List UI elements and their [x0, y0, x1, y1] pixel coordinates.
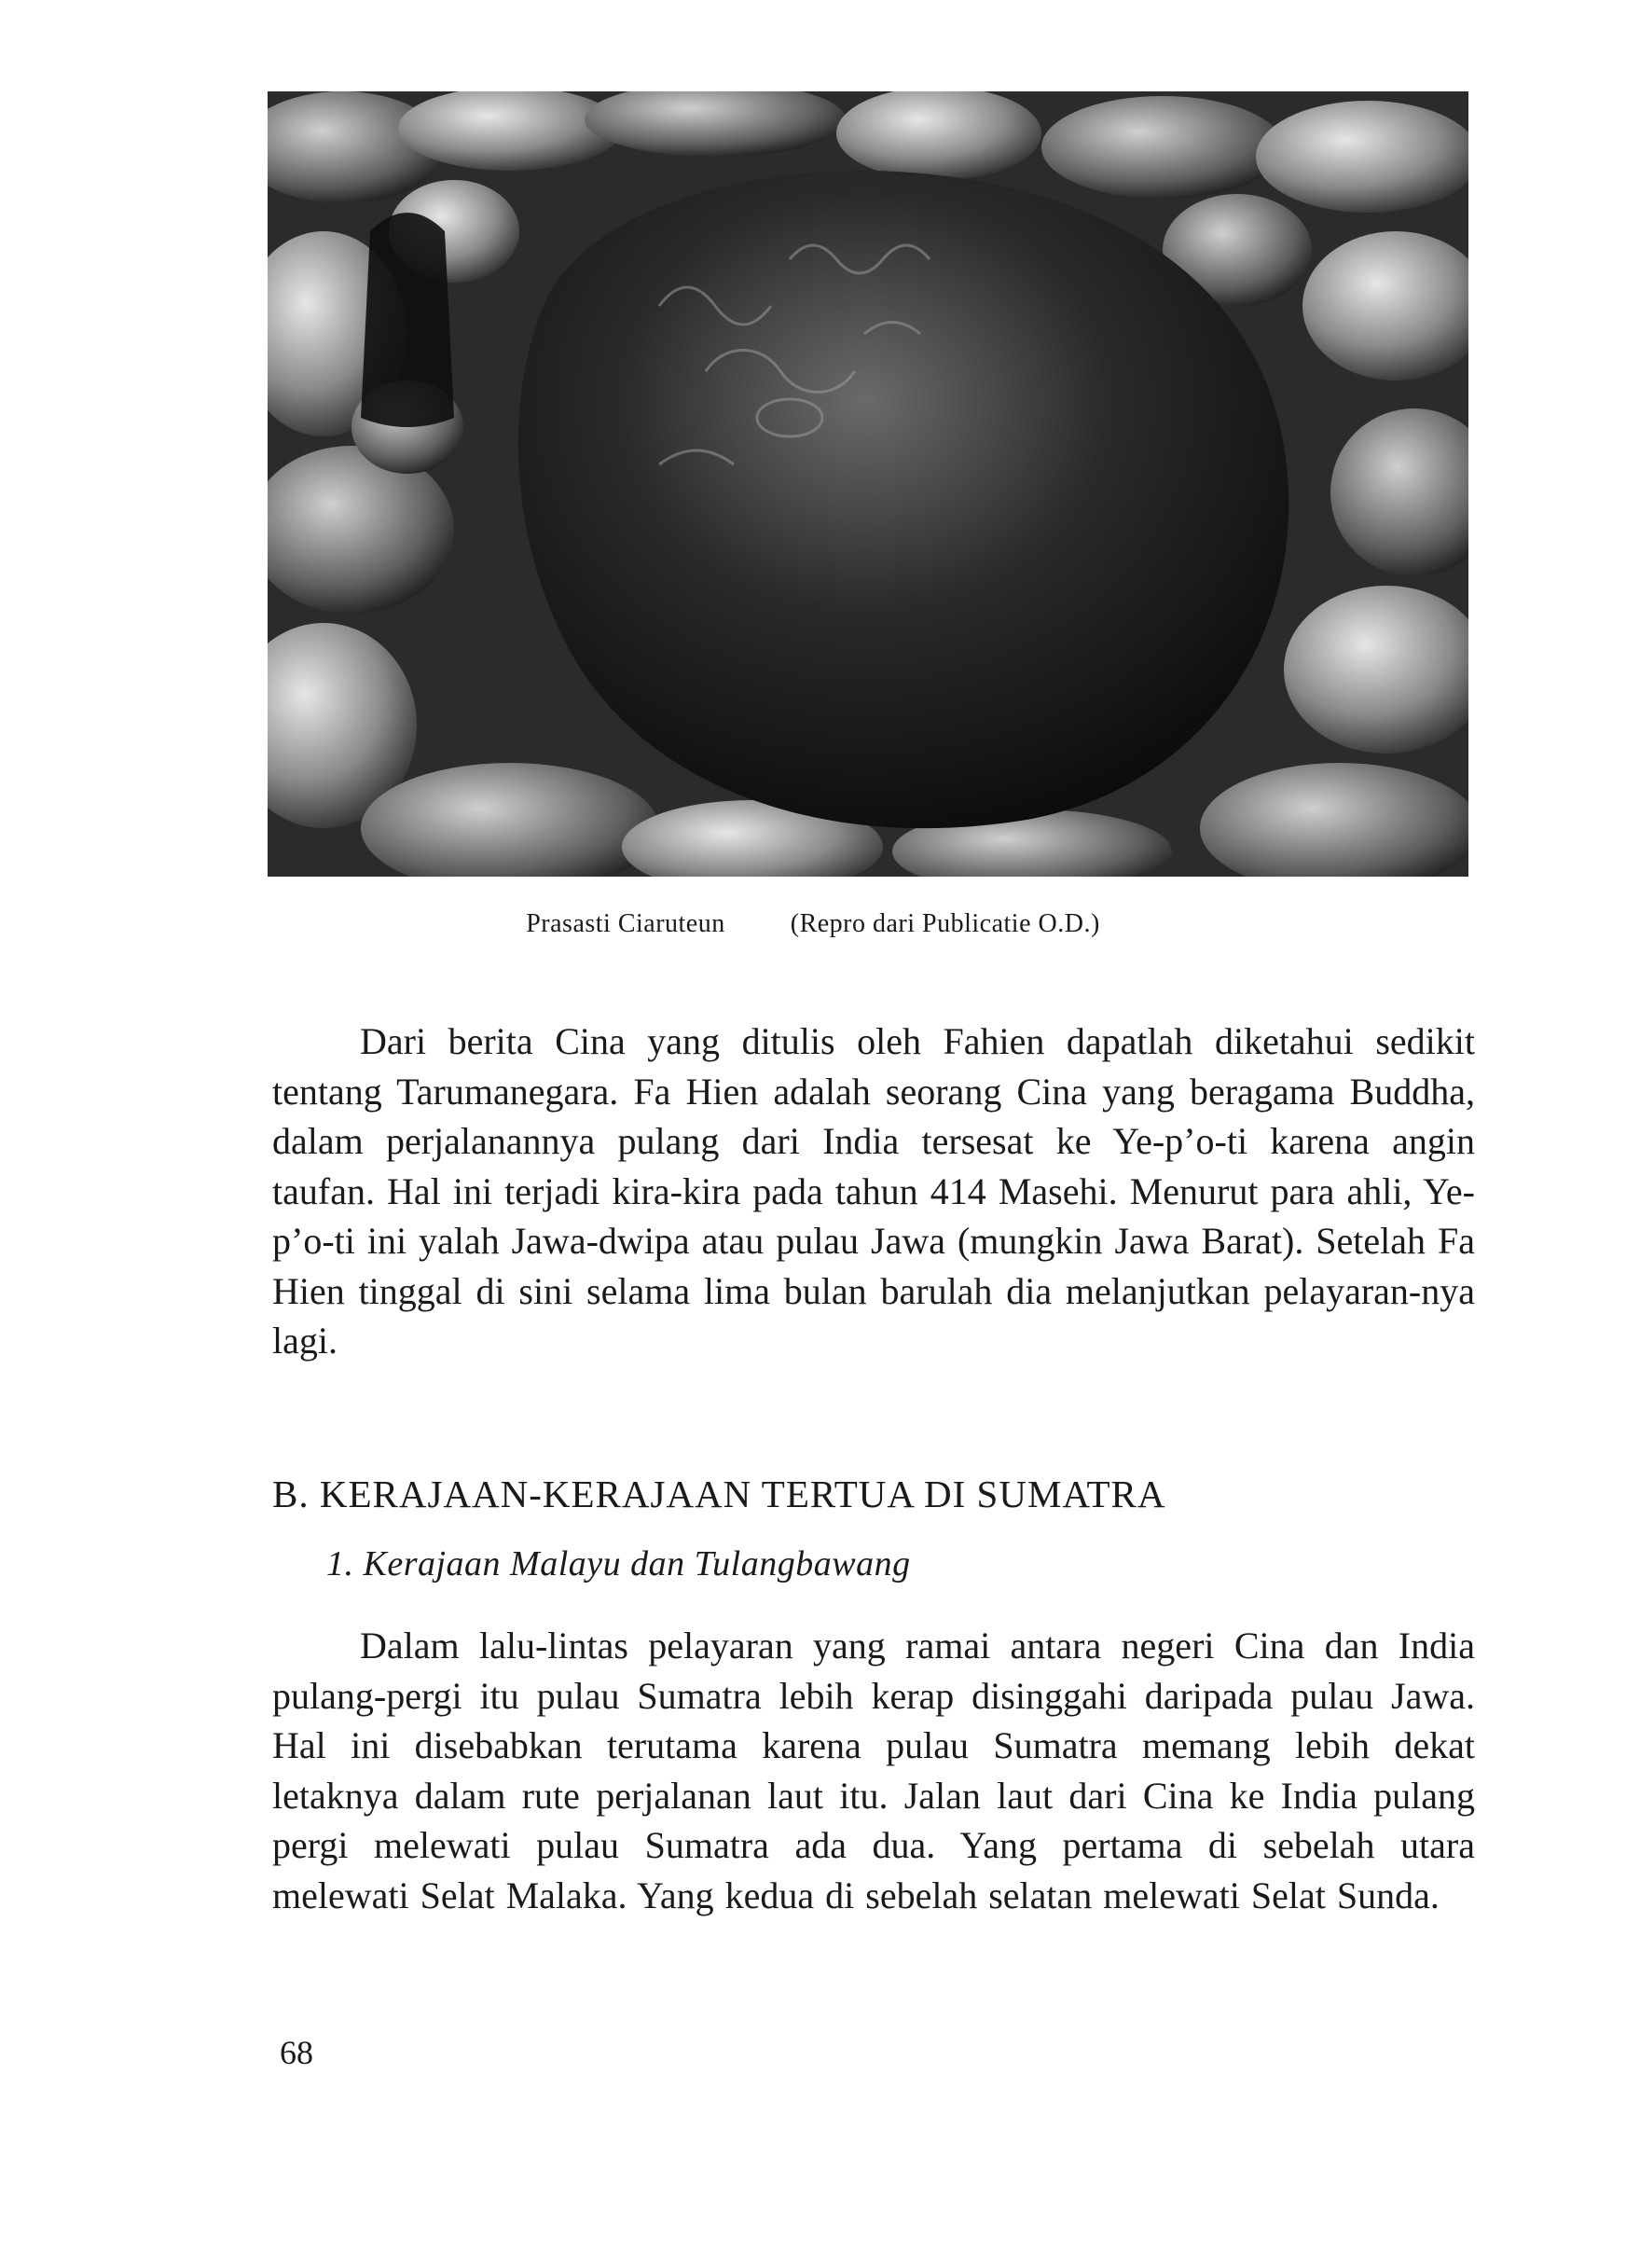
paragraph-tarumanegara: Dari berita Cina yang ditulis oleh Fahien dapatlah diketahui sedikit tentang Tarumanegara. Fa Hien adalah seorang Cina yang beragama Buddha, dalam perjalanannya pulang dari India tersesat ke Ye-p’o-ti karena angin taufan. Hal ini terjadi kira-kira pada tahun 414 Masehi. Menurut para ahli, Ye-p’o-ti ini yalah Jawa-dwipa atau pulau Jawa (mungkin Jawa Barat). Setelah Fa Hien tinggal di sini selama lima bulan barulah dia melanjutkan pelayaran-nya lagi. [272, 1020, 1475, 1362]
section-subheading: 1. Kerajaan Malayu dan Tulangbawang [326, 1544, 911, 1583]
page-number: 68 [280, 2034, 313, 2071]
photo-caption [0, 909, 1626, 939]
caption-title: Prasasti Ciaruteun [526, 909, 725, 938]
section-heading: B. KERAJAAN-KERAJAAN TERTUA DI SUMATRA [272, 1473, 1166, 1515]
paragraph-sumatra: Dalam lalu-lintas pelayaran yang ramai antara negeri Cina dan India pulang-pergi itu pulau Sumatra lebih kerap disinggahi daripada pulau Jawa. Hal ini disebabkan terutama karena pulau Sumatra memang lebih dekat letaknya dalam rute perjalanan laut itu. Jalan laut dari Cina ke India pulang pergi melewati pulau Sumatra ada dua. Yang pertama di sebelah utara melewati Selat Malaka. Yang kedua di sebelah selatan melewati Selat Sunda. [272, 1625, 1475, 1916]
inscription-photo [268, 91, 1468, 877]
inscription-photo-illustration [268, 91, 1468, 877]
caption-source: (Repro dari Publicatie O.D.) [790, 909, 1100, 938]
